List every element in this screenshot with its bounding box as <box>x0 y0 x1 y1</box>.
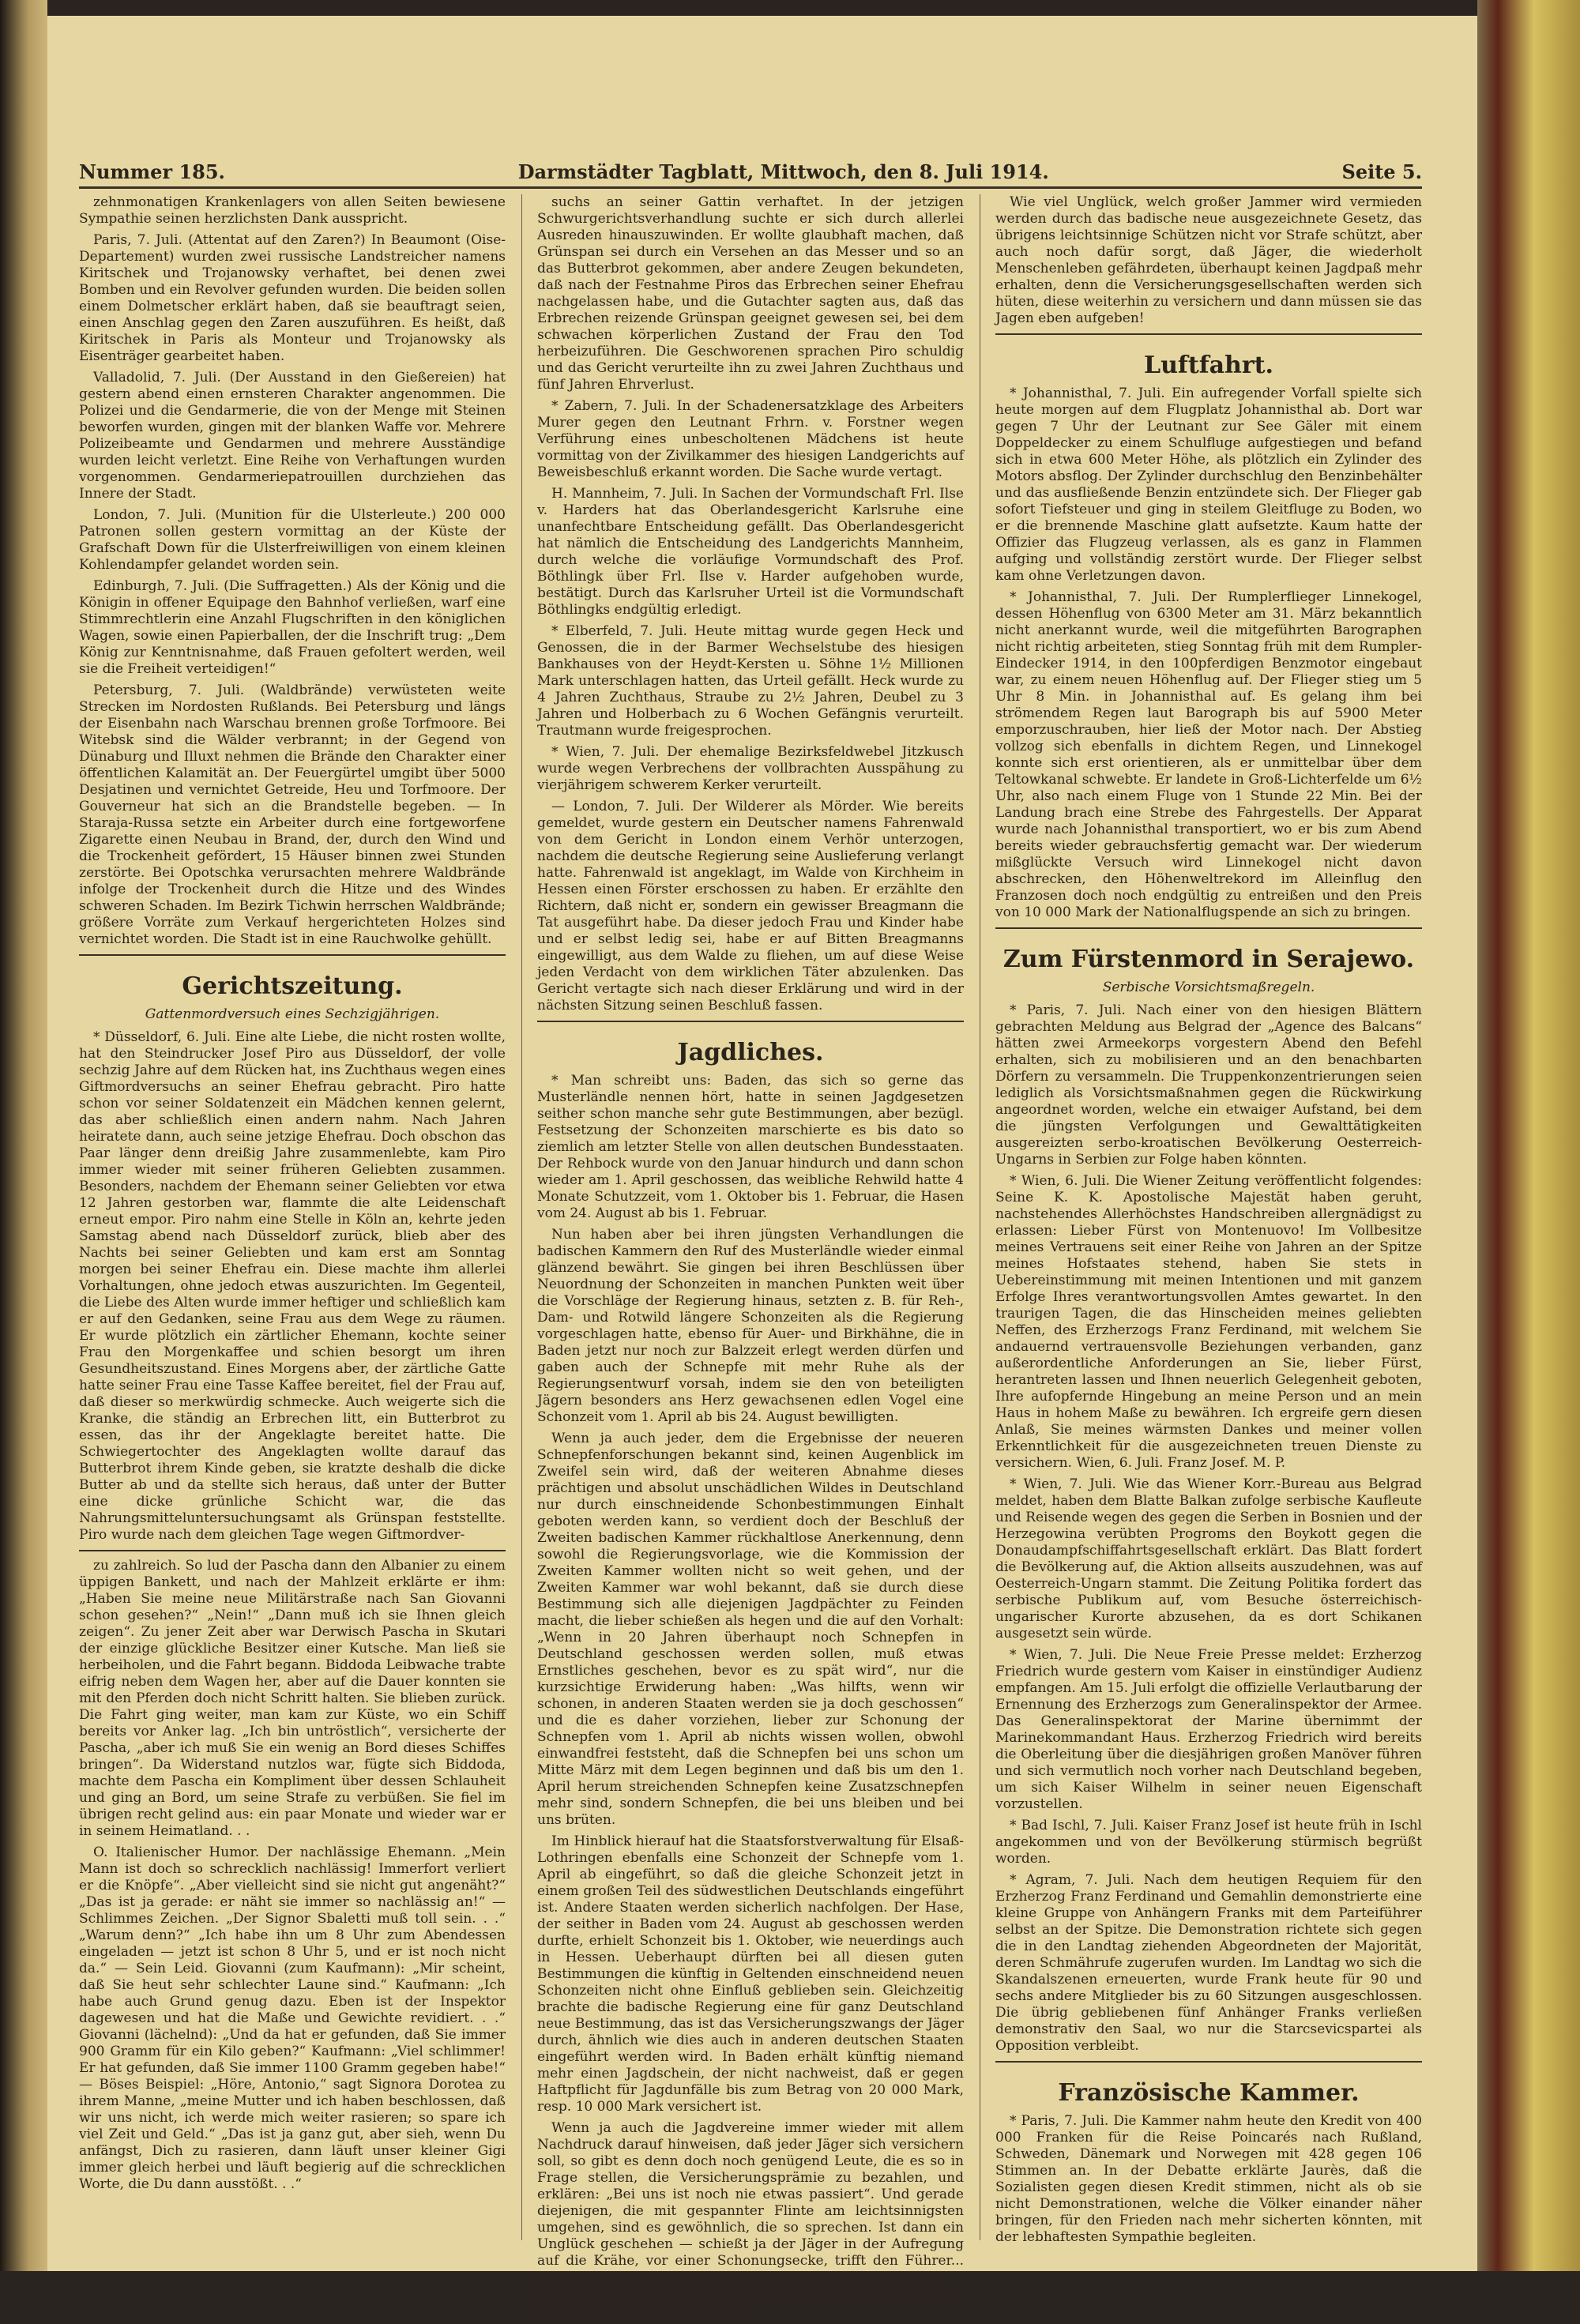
article-wien-boykott: * Wien, 7. Juli. Wie das Wiener Korr.-Bureau aus Belgrad meldet, haben dem Blatte Balkan zufolge serbische Kaufleute und Reisende wegen des gegen die Serben in Bosnien und der Herzegowina verübten Progroms den Boykott gegen die Donaudampfschiffahrtsgesellschaft erklärt. Das Blatt fordert die Bevölkerung auf, die Aktion allseits auszudehnen, was auf Oesterreich-Ungarn stammt. Die Zeitung Politika fordert das serbische Publikum auf, vom Besuche österreichisch-ungarischer Kurorte abzusehen, da es dort Schikanen ausgesetzt sein würde. <box>995 1476 1422 1641</box>
article-text: zehnmonatigen Krankenlagers von allen Seiten bewiesene Sympathie seinen herzlichsten Dank ausspricht. <box>79 194 506 227</box>
article-johannisthal-1: * Johannisthal, 7. Juli. Ein aufregender Vorfall spielte sich heute morgen auf dem Flugplatz Johannisthal ab. Dort war gegen 7 Uhr der Leutnant zur See Gäler mit einem Doppeldecker zu einem Schulfluge aufgestiegen und befand sich in etwa 600 Meter Höhe, als plötzlich ein Zylinder des Motors absflog. Der Zylinder durchschlug den Benzinbehälter und das ausfließende Benzin entzündete sich. Der Flieger gab sofort Tiefsteuer und ging in steilem Gleitfluge zu Boden, wo er die brennende Maschine glatt aufsetzte. Kaum hatte der Offizier das Flugzeug verlassen, als es ganz in Flammen aufging und vollständig zerstört wurde. Der Flieger selbst kam ohne Verletzungen davon. <box>995 385 1422 584</box>
section-subheading: Serbische Vorsichtsmaßregeln. <box>1102 980 1315 995</box>
article-jagd-1: * Man schreibt uns: Baden, das sich so gerne das Musterländle nennen hört, hatte in seinen Jagdgesetzen seither schon manche sehr gute Bestimmungen, aber bezügl. Festsetzung der Schonzeiten marschierte es bis dato so ziemlich am letzter Stelle von allen deutschen Bundesstaaten. Der Rehbock wurde von den Januar hindurch und dann schon wieder am 1. April geschossen, das weibliche Rehwild hatte 4 Monate Schutzzeit, vom 1. Oktober bis 1. Februar, die Hasen vom 24. August ab bis 1. Februar. <box>537 1073 964 1221</box>
article-text: suchs an seiner Gattin verhaftet. In der jetzigen Schwurgerichtsverhandlung suchte er sich durch allerlei Ausreden hinauszuwinden. Er wollte glaubhaft machen, daß Grünspan sei durch ein Versehen an das Messer und so an das Butterbrot gekommen, aber andere Zeugen bekundeten, daß nach der Festnahme Piros das Erbrechen seiner Ehefrau nachgelassen habe, und die Gutachter sagten aus, daß das Erbrechen reizende Grünspan geeignet gewesen sei, bei dem schwachen körperlichen Zustand der Frau den Tod herbeizuführen. Die Geschworenen sprachen Piro schuldig und das Gericht verurteilte ihn zu zwei Jahren Zuchthaus und fünf Jahren Ehrverlust. <box>537 194 964 393</box>
page-number: Seite 5. <box>1341 160 1422 183</box>
paper-title-date: Darmstädter Tagblatt, Mittwoch, den 8. Juli 1914. <box>517 160 1049 183</box>
article-text: Wie viel Unglück, welch großer Jammer wird vermieden werden durch das badische neue ausgezeichnete Gesetz, das übrigens leichtsinnige Schützen nicht vor Strafe schützt, aber auch noch dafür sorgt, daß Jäger, die wiederholt Menschenleben gefährdeten, überhaupt keinen Jagdpaß mehr erhalten, denn die Versicherungsgesellschaften werden sich hüten, diese weiterhin zu versichern und dann müssen sie das Jagen eben aufgeben! <box>995 194 1422 326</box>
article-paris-attentat: Paris, 7. Juli. (Attentat auf den Zaren?) In Beaumont (Oise-Departement) wurden zwei russische Landstreicher namens Kiritschek und Trojanowsky verhaftet, bei denen zwei Bomben und ein Revolver gefunden wurden. Die beiden sollen einem Dolmetscher erklärt haben, daß sie beauftragt seien, einen Anschlag gegen den Zaren auszuführen. Es heißt, daß Kiritschek in Paris als Monteur und Trojanowsky als Eisenträger gearbeitet haben. <box>79 232 506 364</box>
article-zabern: * Zabern, 7. Juli. In der Schadenersatzklage des Arbeiters Murer gegen den Leutnant Frhrn. v. Forstner wegen Verführung eines unbescholtenen Mädchens ist heute vormittag von der Zivilkammer des hiesigen Landgerichts auf Beweisbeschluß erkannt worden. Die Sache wurde vertagt. <box>537 398 964 480</box>
section-heading-jagdliches: Jagdliches. <box>677 1039 824 1066</box>
column-left <box>79 194 506 2198</box>
article-duesseldorf: * Düsseldorf, 6. Juli. Eine alte Liebe, die nicht rosten wollte, hat den Steindrucker Josef Piro aus Düsseldorf, der volle sechzig Jahre auf dem Rücken hat, ins Zuchthaus wegen eines Giftmordversuchs an seiner Ehefrau gebracht. Piro hatte schon vor seiner Soldatenzeit ein Mädchen kennen gelernt, das aber schließlich einen andern nahm. Nach Jahren heiratete dann, auch seine jetzige Ehefrau. Doch obschon das Paar länger denn dreißig Jahre zusammenlebte, kam Piro immer wieder mit seiner früheren Geliebten zusammen. Besonders, nachdem der Ehemann seiner Geliebten vor etwa 12 Jahren gestorben war, flammte die alte Leidenschaft erneut empor. Piro nahm eine Stelle in Köln an, kehrte jeden Samstag abend nach Düsseldorf zurück, blieb aber des Nachts bei seiner Geliebten und kam erst am Sonntag morgen bei seiner Ehefrau ein. Diese machte ihm allerlei Vorhaltungen, ohne jedoch etwas auszurichten. Im Gegenteil, die Liebe des Alten wurde immer heftiger und schließlich kam er auf den Gedanken, seine Frau aus dem Wege zu räumen. Er wurde plötzlich ein zärtlicher Ehemann, kochte seiner Frau den Morgenkaffee und schien besorgt um ihren Gesundheitszustand. Eines Morgens aber, der zärtliche Gatte hatte seiner Frau eine Tasse Kaffee bereitet, fiel der Frau auf, daß dieser so merkwürdig schmecke. Auch weigerte sich die Kranke, die ständig an Erbrechen litt, ein Butterbrot zu essen, das ihr der Angeklagte bereitet hatte. Die Schwiegertochter des Angeklagten wollte darauf das Butterbrot ihrem Kinde geben, sie kratzte deshalb die dicke Butter ab und da stellte sich heraus, daß unter der Butter eine dicke grünliche Schicht war, die das Nahrungsmitteluntersuchungsamt als Grünspan feststellte. Piro wurde nach dem gleichen Tage wegen Giftmordver- <box>79 1029 506 1543</box>
article-petersburg: Petersburg, 7. Juli. (Waldbrände) verwüsteten weite Strecken im Nordosten Rußlands. Bei Petersburg und längs der Eisenbahn nach Warschau brennen große Torfmoore. Bei Witebsk sind die Wälder verbrannt; in der Gegend von Dünaburg und Illuxt nehmen die Brände den Charakter einer öffentlichen Kalamität an. Der Feuergürtel umgibt über 5000 Desjatinen und vernichtet Getreide, Heu und Torfmoore. Der Gouverneur hat sich an die Brandstelle begeben. — In Staraja-Russa setzte ein Arbeiter durch eine fortgeworfene Zigarette einen Neubau in Brand, der, durch den Wind und die Trockenheit gefördert, 15 Häuser binnen zwei Stunden zerstörte. Bei Opotschka verursachten mehrere Waldbrände infolge der Trockenheit durch die Hitze und des Windes schweren Schaden. Im Bezirk Tichwin herrschen Waldbrände; größere Vorräte zum Verkauf hergerichteten Holzes sind vernichtet worden. Die Stadt ist in eine Rauchwolke gehüllt. <box>79 683 506 947</box>
article-jagd-3: Wenn ja auch jeder, dem die Ergebnisse der neueren Schnepfenforschungen bekannt sind, keinen Augenblick im Zweifel sein wird, daß der weiteren Abnahme dieses prächtigen und absolut unschädlichen Wildes in Deutschland nur durch einschneidende Schonbestimmungen Einhalt geboten werden kann, so verdient doch der Beschluß der Zweiten badischen Kammer rückhaltlose Anerkennung, denn sowohl die Regierungsvorlage, wie die Kommission der Zweiten Kammer wollten nicht so weit gehen, und der Zweiten Kammer war wohl bekannt, daß sie durch diese Bestimmung sich alle diejenigen Jagdpächter zu Feinden macht, die lieber schießen als hegen und die auf den Vorhalt: „Wenn in 20 Jahren überhaupt noch Schnepfen in Deutschland geschossen werden sollen, muß etwas Ernstliches geschehen, bevor es zu spät wird“, nur die kurzsichtige Erwiderung haben: „Was hilfts, wenn wir schonen, in anderen Staaten werden sie ja doch geschossen“ und die es daher vorziehen, lieber zur Schonung der Schnepfen vom 1. April ab nichts wissen wollen, obwohl einwandfrei feststeht, daß die Schnepfen bei uns schon um Mitte März mit dem Legen beginnen und daß bis um den 1. April herum streichenden Schnepfen keine Zusatzschnepfen mehr sind, sondern Schnepfen, die bei uns bleiben und bei uns brüten. <box>537 1431 964 1828</box>
section-rule <box>79 1550 506 1551</box>
section-rule <box>537 1021 964 1022</box>
article-jagd-2: Nun haben aber bei ihren jüngsten Verhandlungen die badischen Kammern den Ruf des Musterländle wieder einmal glänzend bewährt. Sie gingen bei ihren Beschlüssen über Neuordnung der Schonzeiten in manchen Punkten weit über die Vorschläge der Regierung hinaus, setzten z. B. für Reh-, Dam- und Rotwild längere Schonzeiten als die Regierung vorgeschlagen hatte, ebenso für Auer- und Birkhähne, die in Baden jetzt nur noch zur Balzzeit erlegt werden dürfen und gaben auch der Schnepfe mit mehr Ruhe als der Regierungsentwurf vorsah, indem sie den von beteiligten Jägern besonders ans Herz gewachsenen edlen Vogel eine Schonzeit vom 1. April ab bis 24. August bewilligten. <box>537 1227 964 1425</box>
section-heading-luftfahrt: Luftfahrt. <box>1144 352 1273 379</box>
column-middle <box>537 194 964 2324</box>
section-heading-fuerstenmord: Zum Fürstenmord in Serajewo. <box>1003 946 1415 973</box>
book-binding-right <box>1477 0 1580 2271</box>
article-london-wilderer: — London, 7. Juli. Der Wilderer als Mörder. Wie bereits gemeldet, wurde gestern ein Deutscher namens Fahrenwald von dem Gericht in London einem Verhör unterzogen, nachdem die deutsche Regierung seine Auslieferung verlangt hatte. Fahrenwald ist angeklagt, im Walde von Kirchheim in Hessen einen Förster erschossen zu haben. Er erzählte den Richtern, daß nicht er, sondern ein gewisser Breagmann die Tat ausgeführt habe. Da dieser jedoch Frau und Kinder habe und er selbst ledig sei, habe er auf Bitten Breagmanns eingewilligt, aus dem Walde zu fliehen, um auf diese Weise jeden Verdacht von dem wirklichen Täter abzulenken. Das Gericht vertagte sich nach dieser Erklärung und wird in der nächsten Sitzung seinen Beschluß fassen. <box>537 799 964 1013</box>
article-jagd-5: Wenn ja auch die Jagdvereine immer wieder mit allem Nachdruck darauf hinweisen, daß jeder Jäger sich versichern soll, so gibt es denn doch noch genügend Leute, die es so in Frage stellen, die Versicherungsprämie zu bezahlen, und erklären: „Bei uns ist noch nie etwas passiert“. Und gerade diejenigen, die mit gespannter Flinte am leichtsinnigsten umgehen, sind es gewöhnlich, die so sprechen. Ist dann ein Unglück geschehen — schießt ja der Jäger in der Aufregung auf die Krähe, vor einer Schonungsecke, trifft den Führer... rechtlich. Der Geschädigte ist dann meistens kein Krüppel — dann heißt es vor Gericht: „Ja bezahlen kann der nichts, der ist angestellt hat, der hat nichts“. <box>537 2120 964 2318</box>
article-pascha: zu zahlreich. So lud der Pascha dann den Albanier zu einem üppigen Bankett, und nach der Mahlzeit erklärte er ihm: „Haben Sie meine neue Militärstraße nach San Giovanni schon gesehen?“ „Nein!“ „Dann muß ich sie Ihnen gleich zeigen“. Zu jener Zeit aber war Derwisch Pascha in Skutari der einzige glückliche Besitzer einer Kutsche. Man ließ sie herbeiholen, und die Fahrt begann. Biddoda Leibwache trabte eifrig neben dem Wagen her, aber auf die Dauer konnten sie mit den Pferden doch nicht Schritt halten. Sie blieben zurück. Die Fahrt ging weiter, man kam zur Küste, wo ein Schiff bereits vor Anker lag. „Ich bin untröstlich“, versicherte der Pascha, „aber ich muß Sie ein wenig an Bord dieses Schiffes bringen“. Da Widerstand nutzlos war, fügte sich Biddoda, machte dem Pascha ein Kompliment über dessen Schlauheit und ging an Bord, um seine Strafe zu verbüßen. Sie fiel im übrigen recht gelind aus: ein paar Monate und wieder war er in seinem Heimatland. . . <box>79 1558 506 1839</box>
section-heading-gerichtszeitung: Gerichtszeitung. <box>182 972 403 1000</box>
article-jagd-4: Im Hinblick hierauf hat die Staatsforstverwaltung für Elsaß-Lothringen ebenfalls eine Schonzeit der Schnepfe vom 1. April ab eingeführt, so daß die gleiche Schonzeit jetzt in einem großen Teil des südwestlichen Deutschlands eingeführt ist. Andere Staaten werden sicherlich nachfolgen. Der Hase, der seither in Baden vom 24. August ab geschossen werden durfte, erhielt Schonzeit bis 1. Oktober, wie neuerdings auch in Hessen. Ueberhaupt dürften bei all diesen guten Bestimmungen die künftig in Geltenden einschneidend neuen Schonzeiten nicht ohne Einfluß geblieben sein. Gleichzeitig brachte die badische Regierung eine für ganz Deutschland neue Bestimmung, das ist das Versicherungszwangs der Jäger durch, ähnlich wie dies auch in anderen deutschen Staaten eingeführt werden wird. In Baden erhält künftig niemand mehr einen Jagdschein, der nicht nachweist, daß er gegen Haftpflicht für Jagdunfälle bis zum Betrag von 20 000 Mark, resp. 10 000 Mark versichert ist. <box>537 1833 964 2115</box>
issue-number: Nummer 185. <box>79 160 225 183</box>
section-heading-franzoesische-kammer: Französische Kammer. <box>1058 2079 1360 2107</box>
article-valladolid: Valladolid, 7. Juli. (Der Ausstand in den Gießereien) hat gestern abend einen ernsteren Charakter angenommen. Die Polizei und die Gendarmerie, die von der Menge mit Steinen beworfen wurden, gingen mit der blanken Waffe vor. Mehrere Polizeibeamte und Gendarmen und mehrere Ausständige wurden leicht verletzt. Eine Reihe von Verhaftungen wurden vorgenommen. Gendarmeriepatrouillen durchziehen das Innere der Stadt. <box>79 370 506 502</box>
article-johannisthal-2: * Johannisthal, 7. Juli. Der Rumplerflieger Linnekogel, dessen Höhenflug von 6300 Meter am 31. März bekanntlich nicht anerkannt wurde, weil die mitgeführten Barographen nicht richtig arbeiteten, stieg Sonntag früh mit dem Rumpler-Eindecker 1914, in den 100pferdigen Benzmotor eingebaut war, zu einem neuen Höhenflug auf. Der Flieger stieg um 5 Uhr 8 Min. in Johannisthal auf. Es gelang ihm bei strömendem Regen laut Barograph bis auf 5900 Meter emporzuschrauben, hier ließ der Motor nach. Der Abstieg vollzog sich ebenfalls in dichtem Regen, und Linnekogel konnte sich erst orientieren, als er unmittelbar über dem Teltowkanal schwebte. Er landete in Groß-Lichterfelde um 6½ Uhr, also nach einem Fluge von 1 Stunde 22 Min. Bei der Landung brach eine Strebe des Fahrgestells. Der Apparat wurde nach Johannisthal transportiert, wo er bis zum Abend bereits wieder gebrauchsfertig gemacht war. Der wiederum mißglückte Versuch wird Linnekogel nicht davon abschrecken, den Höhenweltrekord im Alleinflug den Franzosen doch noch endgültig zu entreißen und den Preis von 10 000 Mark der Nationalflugspende an sich zu bringen. <box>995 589 1422 920</box>
masthead-rule <box>79 186 1422 189</box>
section-rule <box>79 954 506 956</box>
article-wien: * Wien, 7. Juli. Der ehemalige Bezirksfeldwebel Jitzkusch wurde wegen Verbrechens der vollbrachten Ausspähung zu vierjährigem schwerem Kerker verurteilt. <box>537 744 964 793</box>
section-rule <box>995 927 1422 929</box>
column-right <box>995 194 1422 2251</box>
article-bad-ischl: * Bad Ischl, 7. Juli. Kaiser Franz Josef ist heute früh in Ischl angekommen und von der Bevölkerung stürmisch begrüßt worden. <box>995 1818 1422 1867</box>
section-subheading: Gattenmordversuch eines Sechzigjährigen. <box>145 1006 440 1022</box>
section-rule <box>995 333 1422 335</box>
article-agram: * Agram, 7. Juli. Nach dem heutigen Requiem für den Erzherzog Franz Ferdinand und Gemahlin demonstrierte eine kleine Gruppe von Anhängern Franks mit dem Parteiführer selbst an der Spitze. Die Demonstration richtete sich gegen die in den Landtag ziehenden Abgeordneten der Majorität, deren Schmährufe zugerufen wurden. Im Landtag wo sich die Skandalszenen erneuerten, wurde Frank heute für 90 und sechs andere Mitglieder bis zu 60 Sitzungen ausgeschlossen. Die übrig gebliebenen fünf Anhänger Franks verließen demonstrativ den Saal, wo nur die Starcsevicspartei als Opposition verbleibt. <box>995 1872 1422 2054</box>
article-paris-belgrad: * Paris, 7. Juli. Nach einer von den hiesigen Blättern gebrachten Meldung aus Belgrad der „Agence des Balcans“ hätten zwei Armeekorps vorgestern Abend den Befehl erhalten, sich zu mobilisieren und an den benachbarten Dörfern zu versammeln. Die Truppenkonzentrierungen seien lediglich als Vorsichtsmaßnahmen gegen die Rückwirkung angeordnet worden, welche ein etwaiger Aufstand, bei dem die jüngsten Verfolgungen und Gewalttätigkeiten ausgereizten serbo-kroatischen Bevölkerung Oesterreich-Ungarns in Serbien zur Folge haben könnten. <box>995 1002 1422 1168</box>
article-wien-erzherzog: * Wien, 7. Juli. Die Neue Freie Presse meldet: Erzherzog Friedrich wurde gestern vom Kaiser in einstündiger Audienz empfangen. Am 15. Juli erfolgt die offizielle Verlautbarung der Ernennung des Erzherzogs zum Generalinspektor der Armee. Das Generalinspektorat der Marine übernimmt der Marinekommandant Haus. Erzherzog Friedrich wird bereits die Oberleitung über die diesjährigen großen Manöver führen und sich vermutlich noch vorher nach Deutschland begeben, um sich Kaiser Wilhelm in seiner neuen Eigenschaft vorzustellen. <box>995 1647 1422 1812</box>
masthead <box>79 158 1422 185</box>
article-paris-kammer: * Paris, 7. Juli. Die Kammer nahm heute den Kredit von 400 000 Franken für die Reise Poincarés nach Rußland, Schweden, Dänemark und Norwegen mit 428 gegen 106 Stimmen an. In der Debatte erklärte Jaurès, daß die Sozialisten gegen diesen Kredit stimmen, nicht als ob sie nicht Demonstrationen, welche die Völker einander näher bringen, für den Frieden nach mehr sicherten könnten, mit der lebhaftesten Sympathie begleiten. <box>995 2113 1422 2245</box>
article-wien-handschreiben: * Wien, 6. Juli. Die Wiener Zeitung veröffentlicht folgendes: Seine K. K. Apostolische Majestät haben geruht, nachstehendes Allerhöchstes Handschreiben allergnädigst zu erlassen: Lieber Fürst von Montenuovo! Im Vollbesitze meines Vertrauens seit einer Reihe von Jahren an der Spitze meines Hofstaates stehend, haben Sie stets in Uebereinstimmung mit meinen Intentionen und mit ganzem Erfolge Ihres verantwortungsvollen Amtes gewartet. In den traurigen Tagen, die das Hinscheiden meines geliebten Neffen, des Erzherzogs Franz Ferdinand, mit welchem Sie andauernd vertrauensvolle Beziehungen verbanden, ganz außerordentliche Anforderungen an Sie, lieber Fürst, herantreten lassen und Ihnen neuerlich Gelegenheit geboten, Ihre aufopfernde Hingebung an meine Person und an mein Haus in hohem Maße zu bewähren. Ich ergreife gern diesen Anlaß, Sie meines wärmsten Dankes und meiner vollen Erkenntlichkeit für die ausgezeichneten treuen Dienste zu versichern. Wien, 6. Juli. Franz Josef. M. P. <box>995 1173 1422 1471</box>
article-mannheim: H. Mannheim, 7. Juli. In Sachen der Vormundschaft Frl. Ilse v. Harders hat das Oberlandesgericht Karlsruhe eine unanfechtbare Entscheidung gefällt. Das Oberlandesgericht hat nämlich die Entscheidung des Landgerichts Mannheim, durch welche die vorläufige Vormundschaft des Prof. Böthlingk über Frl. Ilse v. Harder aufgehoben wurde, bestätigt. Durch das Karlsruher Urteil ist die Vormundschaft Böthlingks endgültig erledigt. <box>537 486 964 618</box>
column-divider <box>521 194 522 2240</box>
article-elberfeld: * Elberfeld, 7. Juli. Heute mittag wurde gegen Heck und Genossen, die in der Barmer Wechselstube des hiesigen Bankhauses von der Heydt-Kersten u. Söhne 1½ Millionen Mark unterschlagen hatten, das Urteil gefällt. Heck wurde zu 4 Jahren Zuchthaus, Straube zu 2½ Jahren, Deubel zu 3 Jahren und Holberbach zu 6 Wochen Gefängnis verurteilt. Trautmann wurde freigesprochen. <box>537 623 964 739</box>
page-content <box>79 158 1422 2318</box>
book-binding-left <box>0 0 47 2271</box>
article-edinburgh: Edinburgh, 7. Juli. (Die Suffragetten.) Als der König und die Königin in offener Equipage den Bahnhof verließen, warf eine Stimmrechtlerin eine Anzahl Flugschriften in den königlichen Wagen, sowie einen Papierballen, der die Inschrift trug: „Dem König zur Kenntnisnahme, daß Frauen gefoltert werden, weil sie die Freiheit verteidigen!“ <box>79 578 506 677</box>
article-italienischer-humor: O. Italienischer Humor. Der nachlässige Ehemann. „Mein Mann ist doch so schrecklich nachlässig! Immerfort verliert er die Knöpfe“. „Aber vielleicht sind sie nicht gut angenäht?“ „Das ist ja gerade: er näht sie immer so nachlässig an!“ — Schlimmes Zeichen. „Der Signor Sbaletti muß toll sein. . .“ „Warum denn?“ „Ich habe ihn um 8 Uhr zum Abendessen eingeladen — jetzt ist schon 8 Uhr 5, und er ist noch nicht da.“ — Sein Leid. Giovanni (zum Kaufmann): „Mir scheint, daß Sie heut sehr schlechter Laune sind.“ Kaufmann: „Ich habe auch Grund genug dazu. Eben ist der Inspektor dagewesen und hat die Maße und Gewichte revidiert. . .“ Giovanni (lächelnd): „Und da hat er gefunden, daß Sie immer 900 Gramm für ein Kilo geben?“ Kaufmann: „Viel schlimmer! Er hat gefunden, daß Sie immer 1100 Gramm gegeben habe!“ — Böses Beispiel: „Höre, Antonio,“ sagt Signora Dorotea zu ihrem Manne, „meine Mutter und ich haben beschlossen, daß wir uns nicht, ich werde mich weiter rasieren; so spare ich viel Zeit und Geld.“ „Das ist ja ganz gut, aber sieh, wenn Du anfängst, Dich zu rasieren, dann läuft unser kleiner Gigi immer gleich herbei und läuft begierig auf die schrecklichen Worte, die Du dann ausstößt. . .“ <box>79 1845 506 2192</box>
article-london-munition: London, 7. Juli. (Munition für die Ulsterleute.) 200 000 Patronen sollen gestern vormittag an der Küste der Grafschaft Down für die Ulsterfreiwilligen von einem kleinen Kohlendampfer gelandet worden sein. <box>79 507 506 573</box>
section-rule <box>995 2061 1422 2063</box>
